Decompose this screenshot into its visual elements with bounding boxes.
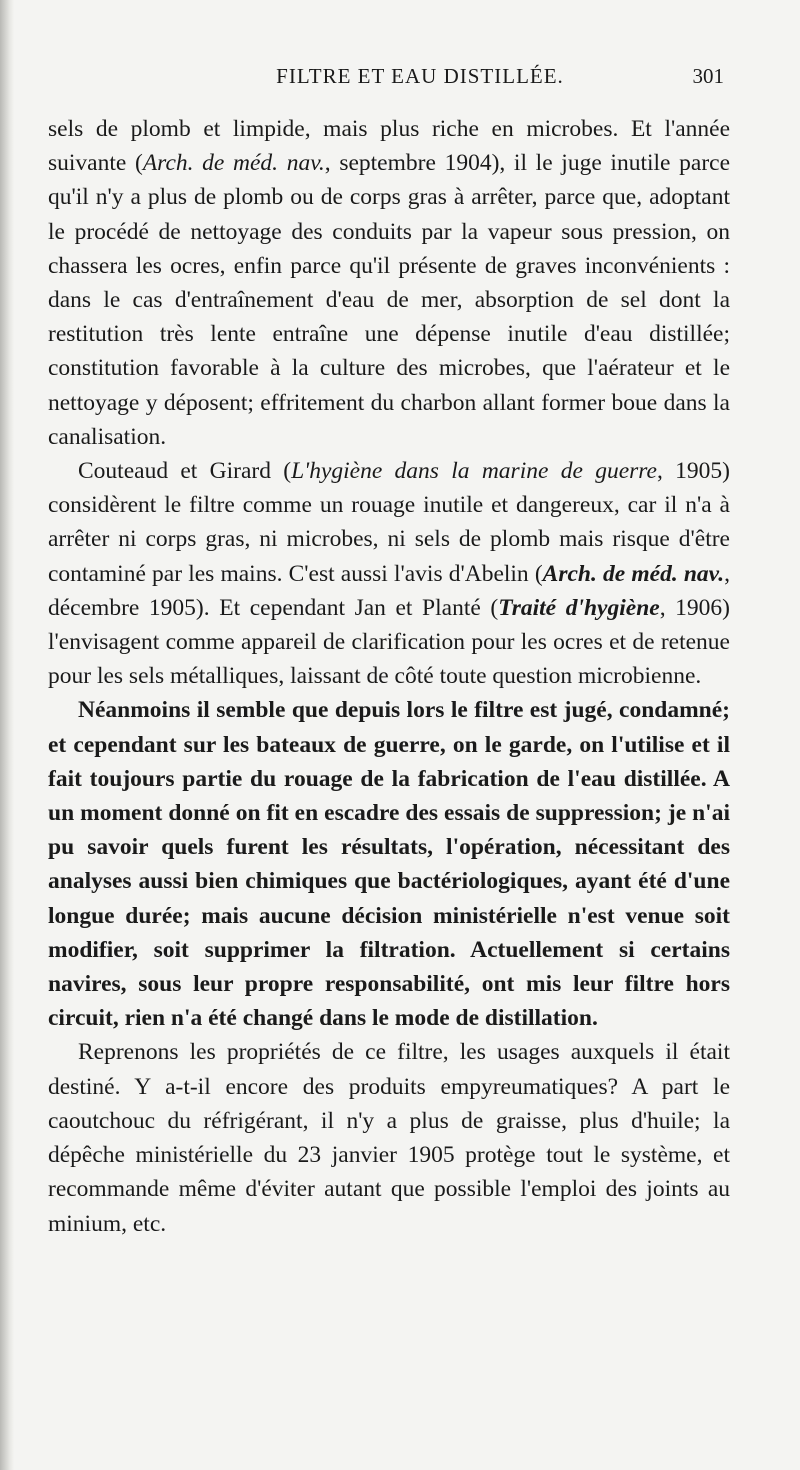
paragraph-4: Reprenons les propriétés de ce filtre, les usages auxquels il était destiné. Y a-t-il encore des produits empyreumatiques? A part le caoutchouc du réfrigérant, il n'y a plus de graisse, plus d'huile; la dépêche ministérielle du 23 janvier 1905 protège tout le système, et recommande même d'éviter autant que possible l'emploi des joints au minium, etc. (48, 1039, 730, 1237)
paragraph-2-text-d: , 1906) l'envisagent comme appareil de clarification pour les ocres et de retenue pour les sels métalliques, laissant de côté toute question microbienne. (48, 594, 731, 690)
paragraph-2-text-a: Couteaud et Girard ( (78, 458, 292, 485)
running-head-title: FILTRE ET EAU DISTILLÉE. (276, 64, 564, 88)
citation-arch-med-nav-2: Arch. de méd. nav. (542, 560, 725, 587)
citation-hygiene-marine: L'hygiène dans la marine de guerre (291, 458, 657, 485)
citation-arch-med-nav: Arch. de méd. nav. (142, 150, 325, 177)
page-number: 301 (692, 64, 724, 88)
citation-traite-hygiene: Traité d'hygiène (498, 594, 660, 621)
paragraph-2-text-c: , décembre 1905). Et cependant Jan et Planté ( (48, 560, 730, 621)
paragraph-1-text-b: , septembre 1904), il le juge inutile parce qu'il n'y a plus de plomb ou de corps gras à arrêter, parce que, adoptant le procédé de nettoyage des conduits par la vapeur sous pression, on chassera les ocres, enfin parce qu'il présente de graves inconvénients : dans le cas d'entraînement d'eau de mer, absorption de sel dont la restitution très lente entraîne une dépense inutile d'eau distillée; constitution favorable à la culture des microbes, que l'aérateur et le nettoyage y déposent; effritement du charbon allant former boue dans la canalisation. (48, 150, 731, 450)
paragraph-3: Néanmoins il semble que depuis lors le filtre est jugé, condamné; et cependant sur les bateaux de guerre, on le garde, on l'utilise et il fait toujours partie du rouage de la fabrication de l'eau distillée. A un moment donné on fit en escadre des essais de suppression; je n'ai pu savoir quels furent les résultats, l'opération, nécessitant des analyses aussi bien chimiques que bactériologiques, ayant été d'une longue durée; mais aucune décision ministérielle n'est venue soit modifier, soit supprimer la filtration. Actuellement si certains navires, sous leur propre responsabilité, ont mis leur filtre hors circuit, rien n'a été changé dans le mode de distillation. (48, 697, 730, 1032)
paragraph-2 (48, 454, 730, 693)
paragraph-1-text-a: sels de plomb et limpide, mais plus riche en microbes. Et l'année suivante ( (48, 116, 730, 177)
body-text (48, 112, 730, 1241)
paragraph-2-text-b: , 1905) considèrent le filtre comme un rouage inutile et dangereux, car il n'a à arrêter ni corps gras, ni microbes, ni sels de plomb mais risque d'être contaminé par les mains. C'est aussi l'avis d'Abelin ( (48, 458, 730, 587)
paragraph-1 (48, 112, 730, 454)
running-head (0, 64, 800, 104)
